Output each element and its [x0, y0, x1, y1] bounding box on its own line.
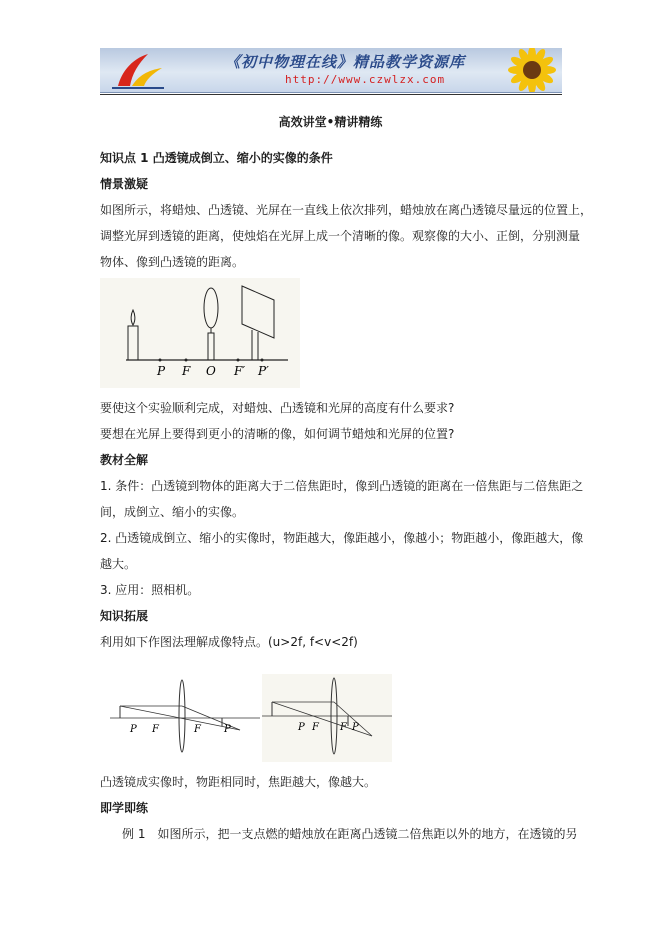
label-f-prime: F′	[234, 364, 246, 378]
label-p-prime: P′	[258, 364, 269, 378]
section-extension: 知识拓展	[100, 609, 149, 623]
label-p: P	[352, 722, 359, 733]
paragraph-line: 调整光屏到透镜的距离，使烛焰在光屏上成一个清晰的像。观察像的大小、正倒，分别测量	[100, 229, 581, 243]
label-p: P	[224, 724, 231, 735]
banner-title: 《初中物理在线》精品教学资源库	[225, 53, 466, 71]
paragraph-line: 如图所示，将蜡烛、凸透镜、光屏在一直线上依次排列，蜡烛放在离凸透镜尽量远的位置上，	[100, 203, 593, 217]
label-f: F	[152, 724, 159, 735]
paragraph-line: 越大。	[100, 557, 137, 571]
banner-url[interactable]: http://www.czwlzx.com	[285, 73, 446, 86]
label-f: F	[340, 722, 347, 733]
label-p: P	[298, 722, 305, 733]
page-title: 高效讲堂•精讲精练	[278, 115, 383, 129]
site-logo-icon	[108, 50, 168, 90]
question-line: 要使这个实验顺利完成，对蜡烛、凸透镜和光屏的高度有什么要求?	[100, 401, 455, 415]
section-practice: 即学即练	[100, 801, 149, 815]
header-rule	[100, 94, 562, 95]
label-p: P	[130, 724, 137, 735]
paragraph-line: 3. 应用：照相机。	[100, 583, 200, 597]
paragraph-line: 2. 凸透镜成倒立、缩小的实像时，物距越大，像距越小，像越小；物距越小，像距越大，像	[100, 531, 584, 545]
section-textbook: 教材全解	[100, 453, 149, 467]
knowledge-point-heading: 知识点 1 凸透镜成倒立、缩小的实像的条件	[100, 151, 333, 165]
label-p: P	[157, 364, 166, 378]
question-line: 要想在光屏上要得到更小的清晰的像，如何调节蜡烛和光屏的位置?	[100, 427, 455, 441]
label-f: F	[312, 722, 319, 733]
paragraph-line: 利用如下作图法理解成像特点。(u>2f, f<v<2f)	[100, 635, 358, 649]
figure-ray-diagram-right	[262, 674, 392, 762]
paragraph-line: 间，成倒立、缩小的实像。	[100, 505, 245, 519]
figure-candle-lens-screen	[100, 278, 300, 388]
sunflower-icon	[492, 48, 562, 92]
label-f: F	[182, 364, 191, 378]
summary-line: 凸透镜成实像时，物距相同时，焦距越大，像越大。	[100, 775, 377, 789]
section-scenario: 情景激疑	[100, 177, 149, 191]
header-banner	[100, 48, 562, 93]
figure-ray-diagram-left	[110, 678, 260, 758]
example-line: 例 1 如图所示，把一支点燃的蜡烛放在距离凸透镜二倍焦距以外的地方，在透镜的另	[122, 827, 578, 841]
label-o: O	[206, 364, 216, 378]
paragraph-line: 物体、像到凸透镜的距离。	[100, 255, 245, 269]
paragraph-line: 1. 条件：凸透镜到物体的距离大于二倍焦距时，像到凸透镜的距离在一倍焦距与二倍焦距之	[100, 479, 584, 493]
label-f: F	[194, 724, 201, 735]
